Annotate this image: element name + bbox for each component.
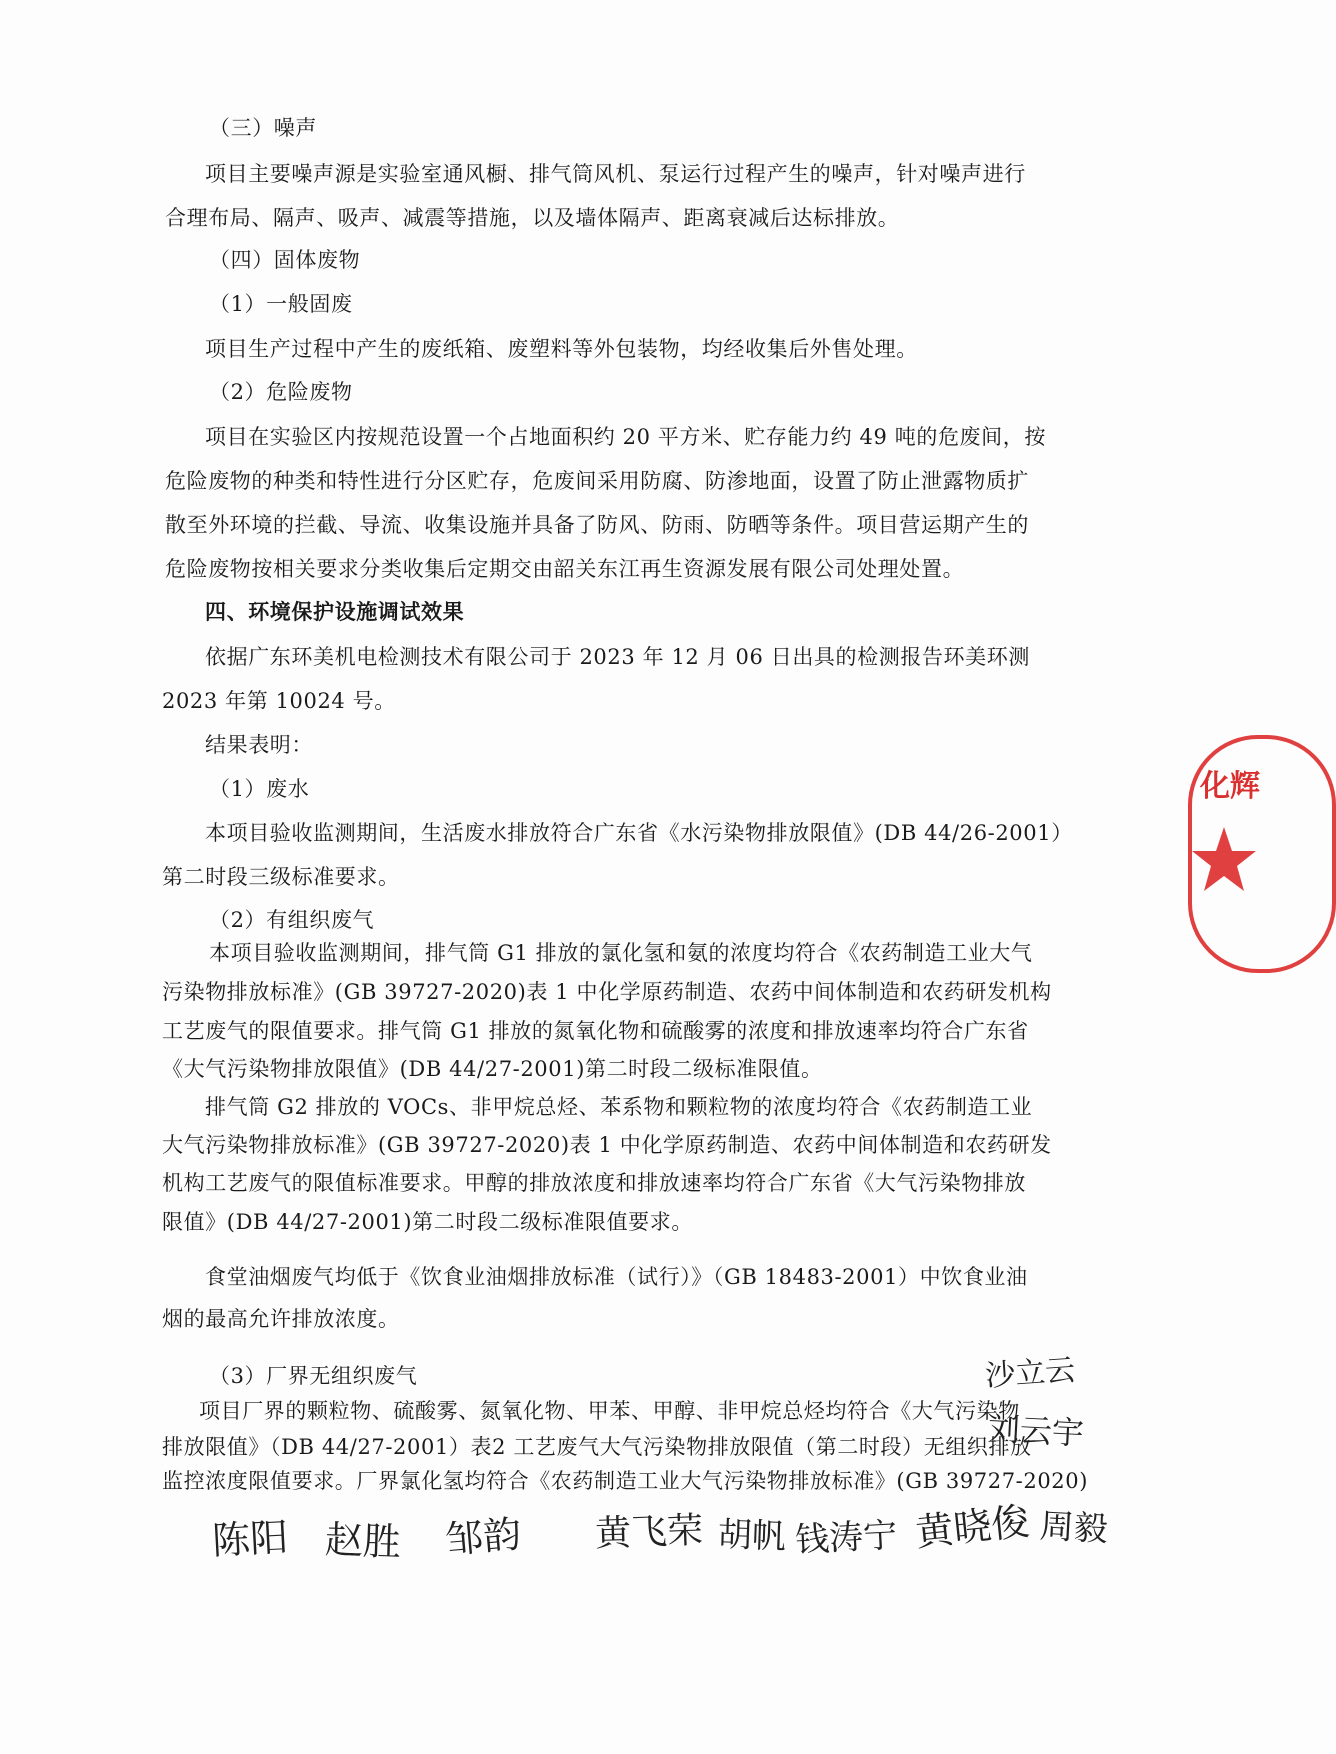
signature: 赵胜	[324, 1517, 402, 1565]
signature: 陈阳	[211, 1515, 290, 1563]
heading-noise: （三）噪声	[209, 116, 317, 140]
paragraph-line: 大气污染物排放标准》(GB 39727-2020)表 1 中化学原药制造、农药中间体制造和农药研发	[162, 1133, 1052, 1157]
paragraph-line: 2023 年第 10024 号。	[162, 689, 396, 713]
heading-general-waste: （1）一般固废	[209, 292, 353, 316]
paragraph-line: 排气筒 G2 排放的 VOCs、非甲烷总烃、苯系物和颗粒物的浓度均符合《农药制造工业	[205, 1095, 1033, 1119]
paragraph-line: 项目在实验区内按规范设置一个占地面积约 20 平方米、贮存能力约 49 吨的危废间，按	[205, 425, 1046, 449]
paragraph-line: 工艺废气的限值要求。排气筒 G1 排放的氮氧化物和硫酸雾的浓度和排放速率均符合广东省	[162, 1019, 1029, 1043]
company-seal	[1188, 735, 1336, 973]
heading-hazardous-waste: （2）危险废物	[209, 380, 353, 404]
paragraph-line: 污染物排放标准》(GB 39727-2020)表 1 中化学原药制造、农药中间体制造和农药研发机构	[162, 980, 1052, 1004]
signature: 黄飞荣	[594, 1510, 704, 1555]
seal-text: 化辉	[1200, 769, 1260, 804]
paragraph-line: 本项目验收监测期间，生活废水排放符合广东省《水污染物排放限值》(DB 44/26-2001）	[205, 821, 1073, 845]
signature: 胡帆	[717, 1514, 787, 1558]
paragraph-line: 危险废物按相关要求分类收集后定期交由韶关东江再生资源发展有限公司处理处置。	[165, 557, 965, 581]
paragraph-line: 监控浓度限值要求。厂界氯化氢均符合《农药制造工业大气污染物排放标准》(GB 39727-2020)	[162, 1469, 1089, 1493]
heading-organized-gas: （2）有组织废气	[209, 908, 375, 932]
paragraph-line: 限值》(DB 44/27-2001)第二时段二级标准限值要求。	[162, 1210, 693, 1234]
paragraph-line: 本项目验收监测期间，排气筒 G1 排放的氯化氢和氨的浓度均符合《农药制造工业大气	[209, 941, 1033, 965]
signature: 邹韵	[443, 1511, 524, 1563]
signature: 钱涛宁	[794, 1515, 899, 1561]
paragraph-line: 烟的最高允许排放浓度。	[162, 1307, 400, 1331]
paragraph-line: 食堂油烟废气均低于《饮食业油烟排放标准（试行）》（GB 18483-2001）中饮食业油	[205, 1265, 1028, 1289]
paragraph-line: 危险废物的种类和特性进行分区贮存，危废间采用防腐、防渗地面，设置了防止泄露物质扩	[165, 469, 1029, 493]
paragraph-line: 合理布局、隔声、吸声、减震等措施，以及墙体隔声、距离衰减后达标排放。	[165, 206, 900, 230]
paragraph-line: 项目厂界的颗粒物、硫酸雾、氮氧化物、甲苯、甲醇、非甲烷总烃均符合《大气污染物	[199, 1399, 1020, 1423]
signature: 黄晓俊	[913, 1499, 1032, 1555]
signature: 周毅	[1038, 1506, 1109, 1550]
signature: 沙立云	[984, 1352, 1077, 1395]
paragraph-line: 排放限值》（DB 44/27-2001）表2 工艺废气大气污染物排放限值（第二时段）无组织排放	[162, 1435, 1032, 1459]
paragraph-line: 散至外环境的拦截、导流、收集设施并具备了防风、防雨、防晒等条件。项目营运期产生的	[165, 513, 1029, 537]
paragraph-line: 机构工艺废气的限值标准要求。甲醇的排放浓度和排放速率均符合广东省《大气污染物排放	[162, 1171, 1026, 1195]
heading-wastewater: （1）废水	[209, 777, 310, 801]
section-heading: 四、环境保护设施调试效果	[205, 599, 465, 624]
paragraph-line: 项目生产过程中产生的废纸箱、废塑料等外包装物，均经收集后外售处理。	[205, 337, 918, 361]
paragraph-line: 项目主要噪声源是实验室通风橱、排气筒风机、泵运行过程产生的噪声，针对噪声进行	[205, 162, 1026, 186]
results-label: 结果表明：	[205, 733, 313, 757]
signature: 刘云宇	[986, 1409, 1085, 1453]
seal-star-icon	[1192, 827, 1252, 897]
paragraph-line: 《大气污染物排放限值》(DB 44/27-2001)第二时段二级标准限值。	[162, 1057, 823, 1081]
paragraph-line: 依据广东环美机电检测技术有限公司于 2023 年 12 月 06 日出具的检测报告环美环测	[205, 645, 1030, 669]
heading-solid-waste: （四）固体废物	[209, 248, 361, 272]
heading-fugitive-gas: （3）厂界无组织废气	[209, 1364, 418, 1388]
paragraph-line: 第二时段三级标准要求。	[162, 865, 400, 889]
